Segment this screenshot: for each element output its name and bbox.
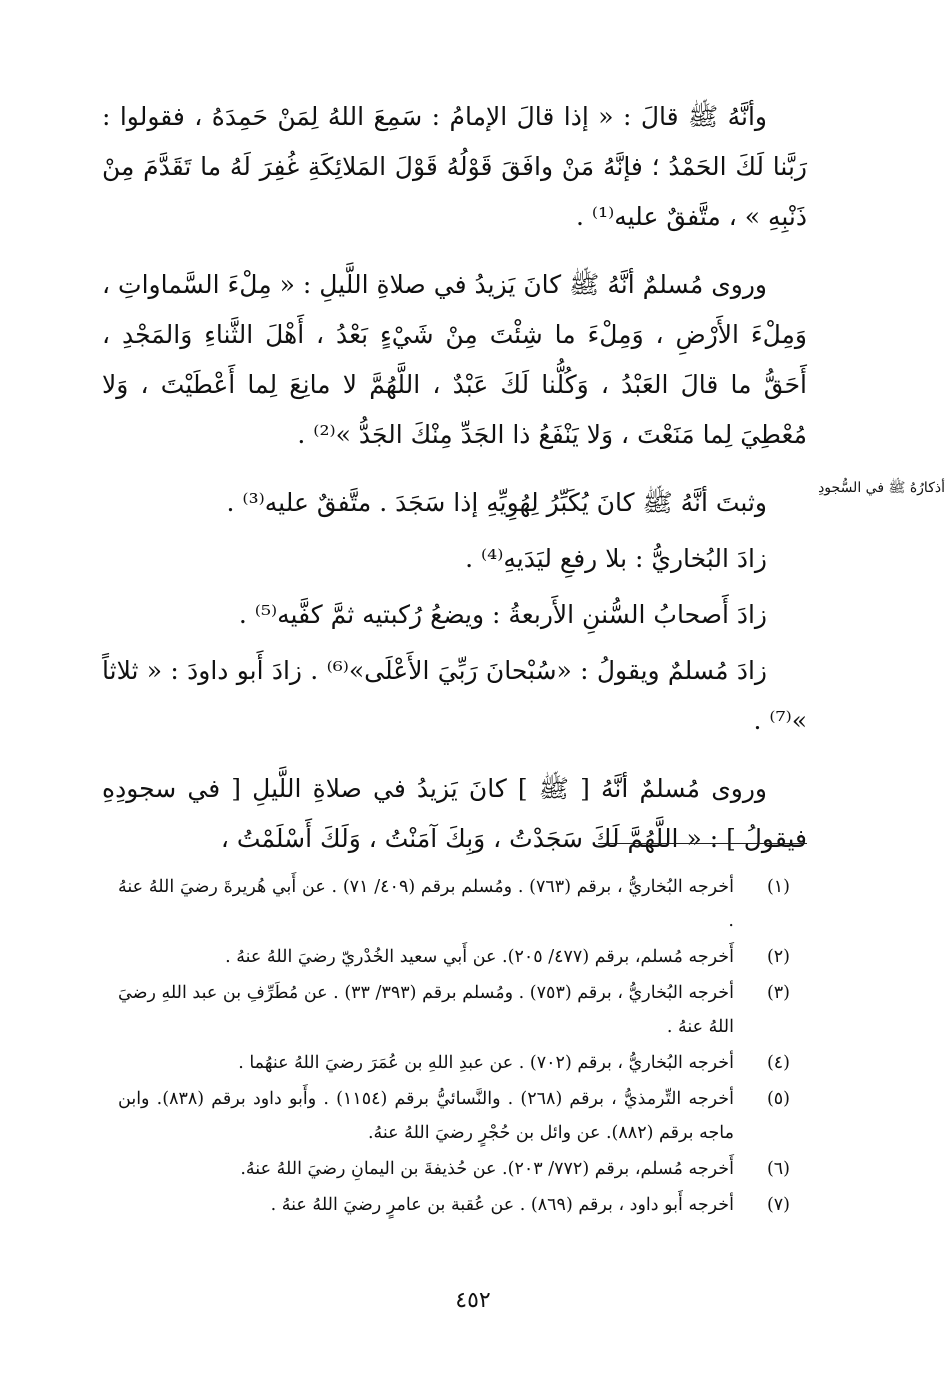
- paragraph-4: زادَ البُخاريُّ : بلا رفعِ ليَدَيهِ⁽⁴⁾ .: [465, 544, 767, 573]
- footnote-number: (٦): [766, 1159, 790, 1179]
- footnote-text: أَخرجه مُسلم، برقم (٤٧٧/ ٢٠٥). عن أَبي سعيد الخُدْريّ رضيَ اللهُ عنهُ .: [225, 947, 734, 967]
- footnote-text: أخرجه البُخاريُّ ، برقم (٧٥٣) . ومُسلم برقم (٣٩٣/ ٣٣) . عن مُطَرِّفِ بن عبد اللهِ رضيَ اللهُ عنهُ .: [118, 983, 734, 1037]
- page-number: ٤٥٢: [455, 1288, 491, 1313]
- main-text: [102, 92, 807, 882]
- footnote-number: (٢): [766, 947, 790, 967]
- paragraph-1: وأنَّهُ ﷺ قالَ : « إذا قالَ الإمامُ : سَمِعَ اللهُ لِمَنْ حَمِدَهُ ، فقولوا : رَبَّنا لَكَ الحَمْدُ ؛ فإنَّهُ مَنْ وافَقَ قَوْلُهُ قَوْلَ المَلائِكَةِ غُفِرَ لَهُ ما تَقَدَّمَ مِنْ ذَنْبِهِ » ، متَّفقٌ عليه⁽¹⁾ .: [102, 102, 807, 231]
- footnote-text: أخرجه البُخاريُّ ، برقم (٧٠٢) . عن عبدِ اللهِ بن عُمَرَ رضيَ اللهُ عنهُما .: [238, 1053, 734, 1073]
- paragraph-7: وروى مُسلمٌ أنَّهُ [ ﷺ ] كانَ يَزيدُ في صلاةِ اللَّيلِ [ في سجودِهِ فيقولُ ] : « اللَّهُمَّ لَكَ سَجَدْتُ ، وَبِكَ آمَنْتُ ، وَلَكَ أَسْلَمْتُ ،: [102, 774, 807, 853]
- footnote-5: [118, 1082, 790, 1150]
- footnote-text: أخرجه أَبو داود ، برقم (٨٦٩) . عن عُقبة بن عامرٍ رضيَ اللهُ عنهُ .: [270, 1195, 734, 1215]
- footnotes: [118, 870, 790, 1224]
- footnote-text: أَخرجه مُسلم، برقم (٧٧٢/ ٢٠٣). عن حُذيفةَ بن اليمانِ رضيَ اللهُ عنهُ.: [240, 1159, 734, 1179]
- footnote-number: (١): [766, 877, 790, 897]
- footnote-2: [118, 940, 790, 974]
- paragraph-2: وروى مُسلمٌ أنَّهُ ﷺ كانَ يَزيدُ في صلاةِ اللَّيلِ : « مِلْءَ السَّماواتِ ، وَمِلْءَ الأَرْضِ ، وَمِلْءَ ما شِئْتَ مِنْ شَيْءٍ بَعْدُ ، أَهْلَ الثَّناءِ وَالمَجْدِ ، أَحَقُّ ما قالَ العَبْدُ ، وَكُلُّنا لَكَ عَبْدٌ ، اللَّهُمَّ لا مانِعَ لِما أَعْطَيْتَ ، وَلا مُعْطِيَ لِما مَنَعْتَ ، وَلا يَنْفَعُ ذا الجَدِّ مِنْكَ الجَدُّ »⁽²⁾ .: [102, 270, 808, 449]
- footnote-text: أخرجه البُخاريُّ ، برقم (٧٦٣) . ومُسلم برقم (٤٠٩/ ٧١) . عن أَبي هُريرةَ رضيَ اللهُ عنهُ .: [118, 877, 734, 931]
- footnote-4: [118, 1046, 790, 1080]
- footnote-7: [118, 1188, 790, 1222]
- footnote-separator: [598, 843, 807, 844]
- footnote-1: [118, 870, 790, 938]
- paragraph-6: زادَ مُسلمٌ ويقولُ : «سُبْحانَ رَبِّيَ الأَعْلَى»⁽⁶⁾ . زادَ أَبو داودَ : « ثلاثاً »⁽⁷⁾ .: [102, 656, 807, 735]
- paragraph-3: وثبتَ أنَّهُ ﷺ كانَ يُكَبِّرُ لِهُوِيِّهِ إذا سَجَدَ . متَّفقٌ عليه⁽³⁾ .: [226, 488, 767, 517]
- footnote-number: (٣): [766, 983, 790, 1003]
- footnote-text: أخرجه التِّرمذيُّ ، برقم (٢٦٨) . والنَّسائيُّ برقم (١١٥٤) . وأَبو داود برقم (٨٣٨). وابن ماجه برقم (٨٨٢). عن وائل بن حُجْرٍ رضيَ اللهُ عنهُ.: [118, 1089, 734, 1143]
- footnote-6: [118, 1152, 790, 1186]
- paragraph-5: زادَ أَصحابُ السُّننِ الأَربعةُ : ويضعُ رُكبتيه ثمَّ كفَّيه⁽⁵⁾ .: [238, 600, 767, 629]
- footnote-number: (٤): [766, 1053, 790, 1073]
- footnote-3: [118, 976, 790, 1044]
- margin-heading: أذكارُهُ ﷺ في السُّجودِ: [818, 480, 945, 496]
- footnote-number: (٧): [766, 1195, 790, 1215]
- footnote-number: (٥): [766, 1089, 790, 1109]
